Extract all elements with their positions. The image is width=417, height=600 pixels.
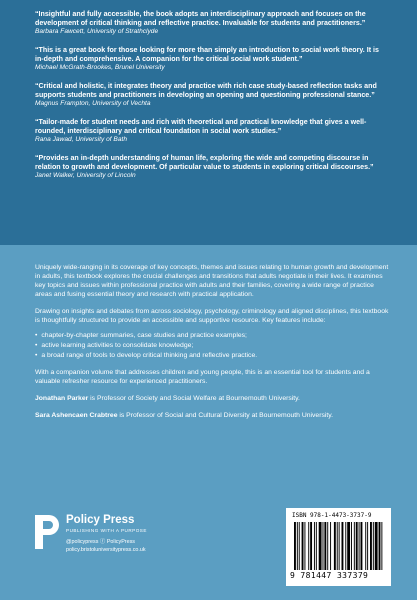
publisher-name: Policy Press xyxy=(66,514,135,526)
key-features-list xyxy=(35,331,390,360)
barcode-bar xyxy=(359,522,360,570)
author-name: Jonathan Parker xyxy=(35,395,89,402)
author-name: Sara Ashencaen Crabtree xyxy=(35,412,118,419)
barcode-bar xyxy=(324,522,326,570)
author-description: is Professor of Society and Social Welfare at Bournemouth University. xyxy=(88,395,300,402)
barcode-bar xyxy=(379,522,381,570)
barcode-bar xyxy=(308,522,309,570)
publisher-info xyxy=(66,513,147,553)
barcode-bar xyxy=(334,522,336,570)
barcode-bar xyxy=(319,522,322,570)
barcode-bar xyxy=(370,522,372,570)
quote-attribution: Michael McGrath-Brookes, Brunel University xyxy=(35,64,165,72)
quote-attribution: Magnus Frampton, University of Vechta xyxy=(35,100,151,108)
quote-text: “Insightful and fully accessible, the book adopts an interdisciplinary approach and focuses on the development of critical thinking and reflective practice. Invaluable for students and practitioners.” xyxy=(35,10,366,28)
publisher-url: policy.bristoluniversitypress.co.uk xyxy=(66,547,146,553)
barcode-bar xyxy=(337,522,338,570)
barcode-bar xyxy=(310,522,312,570)
barcode-number: 9 781447 337379 xyxy=(290,571,369,580)
book-description xyxy=(35,263,390,428)
author-bio xyxy=(35,394,390,403)
barcode-bar xyxy=(354,522,355,570)
barcode-bar xyxy=(299,522,300,570)
barcode-bar xyxy=(356,522,358,570)
author-bio xyxy=(35,411,390,420)
barcode-bar xyxy=(304,522,305,570)
quote-attribution: Janet Walker, University of Lincoln xyxy=(35,172,136,180)
barcode-bar xyxy=(330,522,331,570)
barcode-bar xyxy=(316,522,317,570)
barcode-bar xyxy=(351,522,352,570)
quote-text: “Provides an in-depth understanding of human life, exploring the wide and competing discourse in relation to growth and development. Of particular value to students in exploring critical discourses.” xyxy=(35,153,374,171)
description-paragraph: Drawing on insights and debates from across sociology, psychology, criminology and aligned disciplines, this textbook is thoughtfully structured to provide an accessible and supportive resource. Key features include: xyxy=(35,308,389,324)
quote-text: “Critical and holistic, it integrates theory and practice with rich case study-based reflection tasks and supports students and practitioners in developing an opening and questioning professional stance.” xyxy=(35,81,377,100)
publisher-social: @policypress ⓕ PolicyPress xyxy=(66,539,135,545)
barcode-bars xyxy=(292,522,385,570)
author-description: is Professor of Social and Cultural Diversity at Bournemouth University. xyxy=(117,412,334,419)
description-paragraph: Uniquely wide-ranging in its coverage of key concepts, themes and issues relating to human growth and development in adults, this textbook explores the crucial challenges and transitions that adults negotiate in their lives. It examines key topics and issues within professional practice with adults and their families, covering a wide range of practice areas and fusing essential theory and research with practical application. xyxy=(35,264,389,298)
barcode-bar xyxy=(345,522,346,570)
endorsement-quote xyxy=(35,82,385,109)
barcode-bar xyxy=(297,522,298,570)
barcode-bar xyxy=(302,522,304,570)
barcode-bar xyxy=(323,522,324,570)
policy-press-logo-icon xyxy=(35,515,59,549)
quote-attribution: Barbara Fawcett, University of Strathclyde xyxy=(35,28,159,36)
barcode-bar xyxy=(314,522,315,570)
barcode-bar xyxy=(381,522,382,570)
quote-attribution: Rana Jawad, University of Bath xyxy=(35,136,127,144)
barcode-bar xyxy=(361,522,363,570)
isbn-barcode xyxy=(286,508,391,586)
description-paragraph: With a companion volume that addresses children and young people, this is an essential tool for students and a valuable refresher resource for experienced practitioners. xyxy=(35,369,370,385)
endorsement-quote xyxy=(35,10,385,37)
barcode-bar xyxy=(339,522,340,570)
barcode-bar xyxy=(342,522,344,570)
isbn-label: ISBN 978-1-4473-3737-9 xyxy=(292,512,372,519)
barcode-bar xyxy=(367,522,368,570)
barcode-bar xyxy=(375,522,378,570)
endorsement-quote xyxy=(35,118,385,145)
feature-item: • active learning activities to consolidate knowledge; xyxy=(35,341,390,350)
barcode-bar xyxy=(373,522,374,570)
endorsement-quote xyxy=(35,46,385,73)
barcode-bar xyxy=(347,522,350,570)
barcode-bar xyxy=(294,522,296,570)
publisher-tagline: PUBLISHING WITH A PURPOSE xyxy=(66,528,147,533)
feature-item: • chapter-by-chapter summaries, case studies and practice examples; xyxy=(35,331,390,340)
endorsement-quote xyxy=(35,154,385,181)
quote-text: “Tailor-made for student needs and rich with theoretical and practical knowledge that gives a well-rounded, interdisciplinary and critical foundation in social work studies.” xyxy=(35,117,367,135)
endorsement-list xyxy=(35,10,385,190)
barcode-bar xyxy=(365,522,366,570)
quote-text: “This is a great book for those looking for more than simply an introduction to social work theory. It is in-depth and comprehensive. A companion for the critical social work student.” xyxy=(35,45,379,64)
barcode-bar xyxy=(327,522,328,570)
feature-item: • a broad range of tools to develop critical thinking and reflective practice. xyxy=(35,351,390,360)
